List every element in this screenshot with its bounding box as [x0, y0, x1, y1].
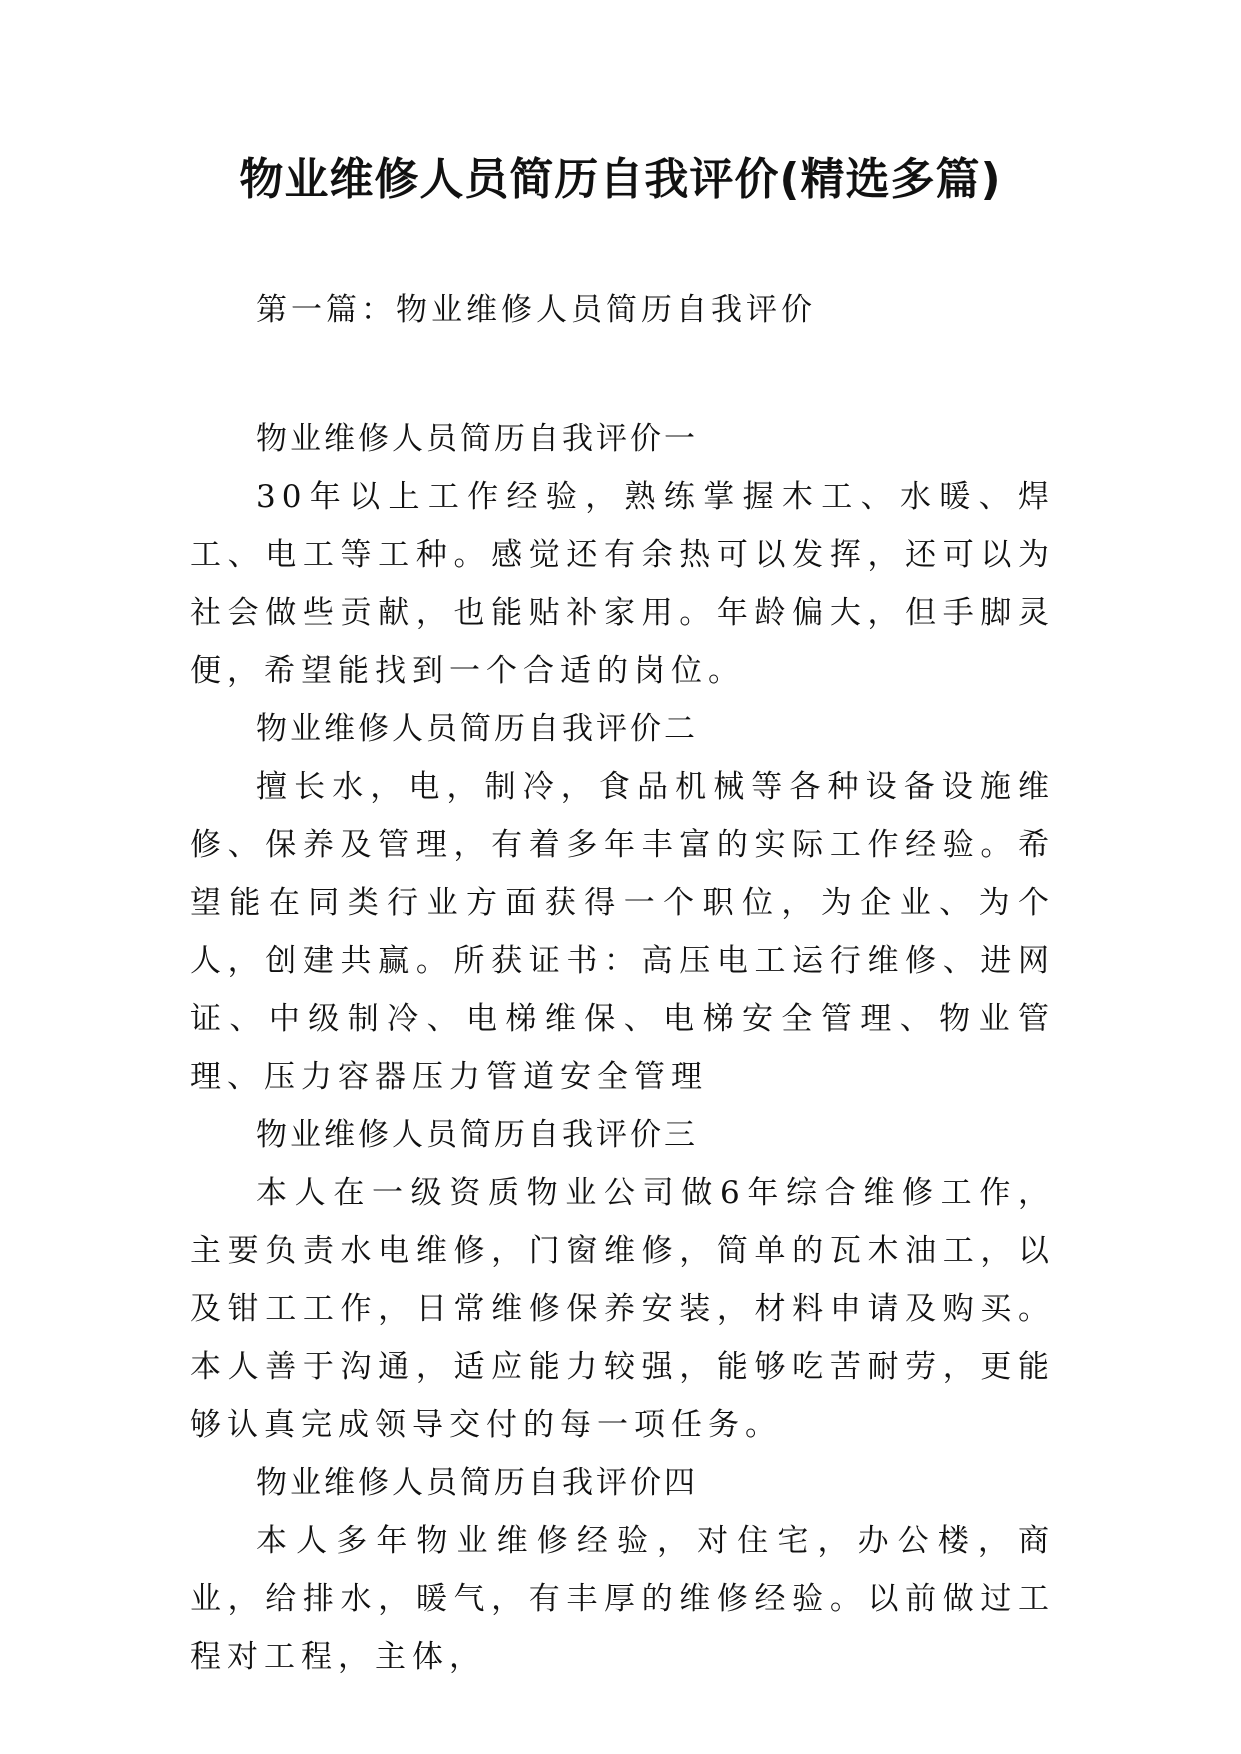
entry-paragraph-1: 30年以上工作经验，熟练掌握木工、水暖、焊工、电工等工种。感觉还有余热可以发挥，还可以为社会做些贡献，也能贴补家用。年龄偏大，但手脚灵便，希望能找到一个合适的岗位。	[190, 479, 1055, 689]
entry-heading-1: 物业维修人员简历自我评价一	[256, 421, 698, 457]
document-body	[190, 410, 1055, 1686]
section-title: 第一篇：物业维修人员简历自我评价	[256, 292, 816, 328]
entry-paragraph-2: 擅长水，电，制冷，食品机械等各种设备设施维修、保养及管理，有着多年丰富的实际工作经验。希望能在同类行业方面获得一个职位，为企业、为个人，创建共赢。所获证书：高压电工运行维修、进网证、中级制冷、电梯维保、电梯安全管理、物业管理、压力容器压力管道安全管理	[190, 769, 1055, 1095]
entry-heading-3: 物业维修人员简历自我评价三	[256, 1117, 698, 1153]
entry-heading-2: 物业维修人员简历自我评价二	[256, 711, 698, 747]
entry-heading-4: 物业维修人员简历自我评价四	[256, 1465, 698, 1501]
entry-paragraph-3: 本人在一级资质物业公司做6年综合维修工作，主要负责水电维修，门窗维修，简单的瓦木油工，以及钳工工作，日常维修保养安装，材料申请及购买。本人善于沟通，适应能力较强，能够吃苦耐劳，更能够认真完成领导交付的每一项任务。	[190, 1175, 1055, 1443]
document-title: 物业维修人员简历自我评价(精选多篇)	[239, 154, 1002, 205]
entry-paragraph-4: 本人多年物业维修经验，对住宅，办公楼，商业，给排水，暖气，有丰厚的维修经验。以前做过工程对工程，主体，	[190, 1523, 1055, 1675]
